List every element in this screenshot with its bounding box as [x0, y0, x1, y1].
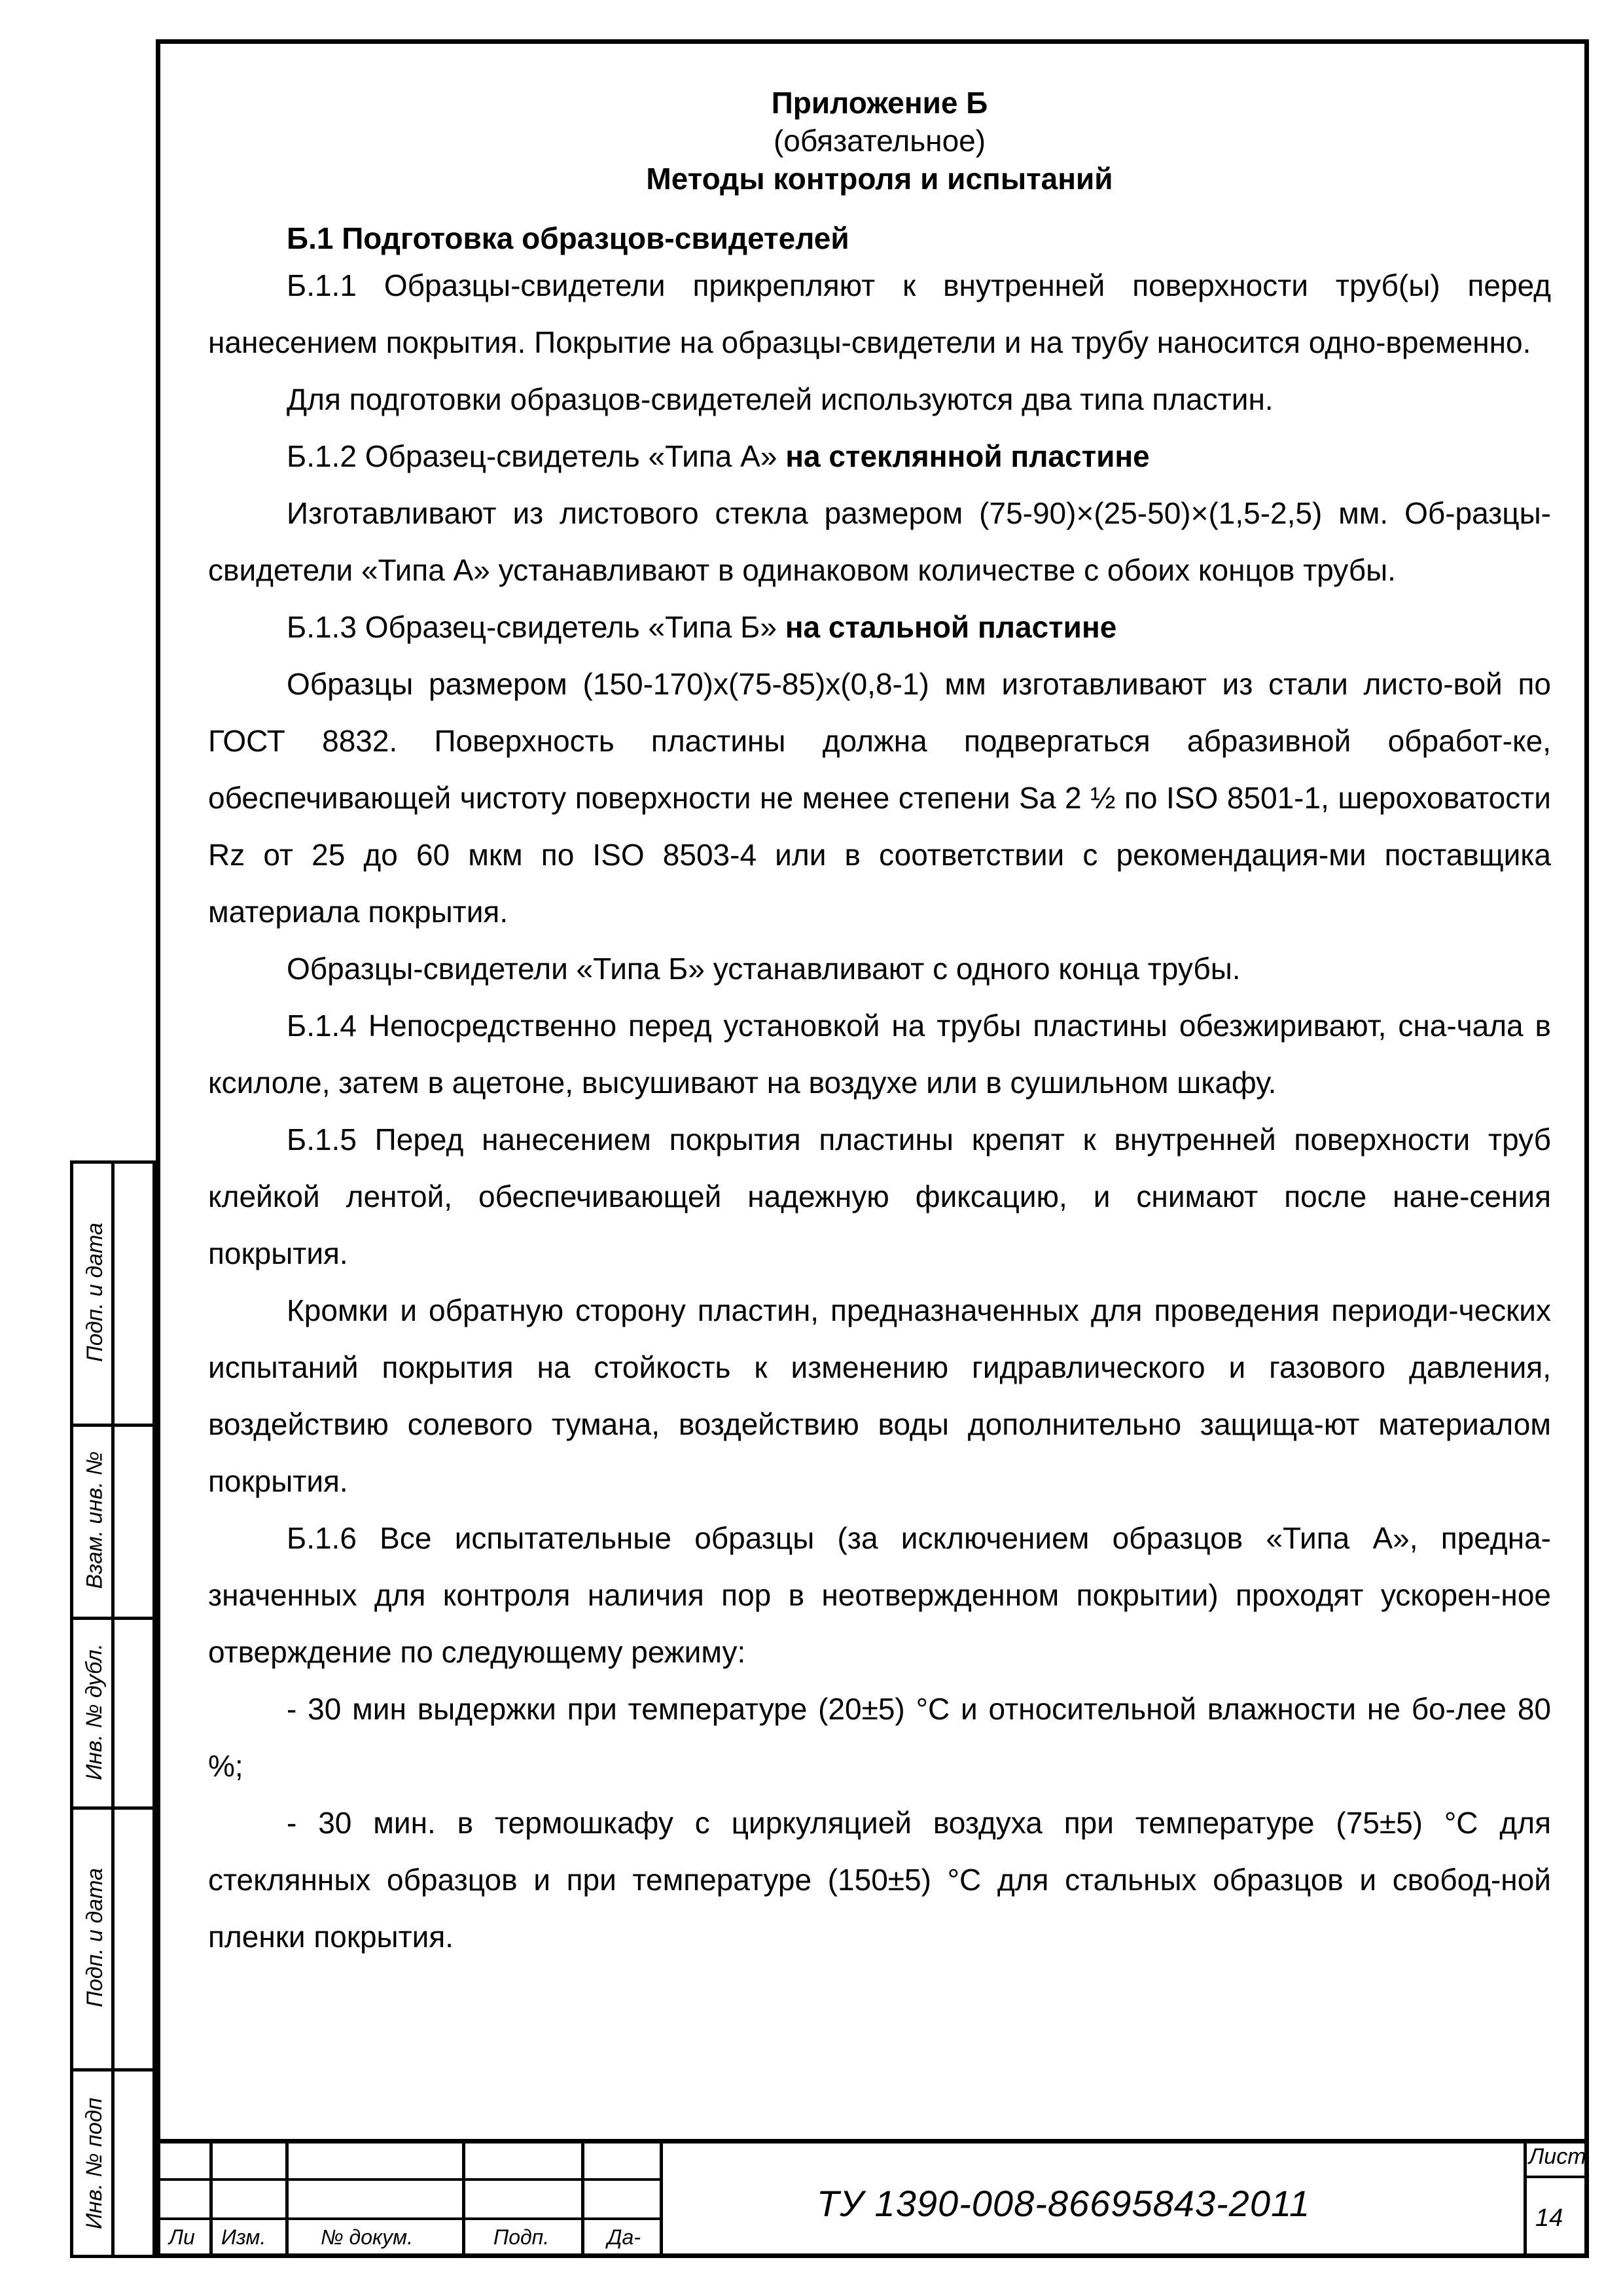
col-date-label: Да- [607, 2225, 641, 2249]
title-block-divider [285, 2139, 289, 2258]
section-title: Б.1 Подготовка образцов-свидетелей [287, 221, 849, 255]
paragraph: - 30 мин. в термошкафу с циркуляцией воздуха при температуре (75±5) °С для стеклянных образцов и при температуре (150±5) °С для стальных образцов и свобод-ной пленки покрытия. [208, 1806, 1551, 1954]
paragraph-bold-text: на стеклянной пластине [785, 439, 1150, 473]
appendix-status: (обязательное) [773, 124, 986, 158]
paragraph: Б.1.6 Все испытательные образцы (за исключением образцов «Типа А», предна-значенных для контроля наличия пор в неотвержденном покрытии) проходят ускорен-ное отверждение по следующему режиму: [208, 1521, 1551, 1669]
paragraph [208, 599, 1551, 656]
paragraph: Б.1.5 Перед нанесением покрытия пластины крепят к внутренней поверхности труб клейкой лентой, обеспечивающей надежную фиксацию, и снимают после нане-сения покрытия. [208, 1122, 1551, 1270]
sheet-cell-line [1524, 2176, 1589, 2178]
col-li-label: Ли [169, 2225, 195, 2249]
paragraph: Образцы-свидетели «Типа Б» устанавливают с одного конца трубы. [287, 952, 1241, 986]
title-block-divider [581, 2139, 584, 2258]
side-label-dup-inv [73, 1617, 116, 1806]
paragraph: Б.1.4 Непосредственно перед установкой на трубы пластины обезжиривают, сна-чала в ксилоле, затем в ацетоне, высушивают на воздухе или в сушильном шкафу. [208, 1009, 1551, 1100]
side-label-text: Инв. № подп [82, 2097, 107, 2229]
document-body [208, 84, 1551, 1965]
paragraph: Изготавливают из листового стекла размером (75-90)×(25-50)×(1,5-2,5) мм. Об-разцы-свидетели «Типа А» устанавливают в одинаковом количестве с обоих концов трубы. [208, 496, 1551, 587]
col-sign-label: Подп. [493, 2225, 550, 2249]
paragraph-text: Б.1.3 Образец-свидетель «Типа Б» [287, 610, 785, 644]
appendix-title: Приложение Б [771, 86, 988, 120]
sheet-number: 14 [1535, 2204, 1563, 2232]
paragraph-bold-text: на стальной пластине [785, 610, 1117, 644]
side-label-sign-date [73, 1160, 116, 1424]
sheet-label: Лист [1529, 2144, 1586, 2169]
title-block-border [156, 2139, 1589, 2144]
title-block-divider [462, 2139, 465, 2258]
document-code: ТУ 1390-008-86695843-2011 [817, 2183, 1311, 2224]
side-label-replace-inv [73, 1424, 116, 1617]
title-block-row-line [156, 2178, 660, 2181]
paragraph: Образцы размером (150-170)х(75-85)х(0,8-1) мм изготавливают из стали листо-вой по ГОСТ 8832. Поверхность пластины должна подвергаться абразивной обработ-ке, обеспечивающей чистоту поверхности не менее степени Sa 2 ½ по ISO 8501-1, шероховатости Rz от 25 до 60 мкм по ISO 8503-4 или в соответствии с рекомендация-ми поставщика материала покрытия. [208, 667, 1551, 929]
title-block [156, 2139, 1589, 2258]
side-label-text: Подп. и дата [82, 1867, 107, 2007]
appendix-subtitle: Методы контроля и испытаний [646, 162, 1113, 196]
col-izm-label: Изм. [221, 2225, 266, 2249]
col-doc-label: № докум. [321, 2225, 413, 2249]
paragraph: Кромки и обратную сторону пластин, предназначенных для проведения периоди-ческих испытаний покрытия на стойкость к изменению гидравлического и газового давления, воздействию солевого тумана, воздействию воды дополнительно защища-ют материалом покрытия. [208, 1293, 1551, 1498]
title-block-divider [209, 2139, 213, 2258]
side-label-sign-date-2 [73, 1806, 116, 2068]
side-label-orig-inv [73, 2068, 116, 2258]
side-label-text: Подп. и дата [82, 1222, 107, 1362]
title-block-row-line [156, 2217, 660, 2220]
title-block-divider [660, 2139, 663, 2258]
paragraph [208, 428, 1551, 485]
paragraph-text: Б.1.2 Образец-свидетель «Типа А» [287, 439, 786, 473]
paragraph: Б.1.1 Образцы-свидетели прикрепляют к внутренней поверхности труб(ы) перед нанесением покрытия. Покрытие на образцы-свидетели и на трубу наносится одно-временно. [208, 268, 1551, 359]
side-label-text: Инв. № дубл. [82, 1643, 107, 1780]
paragraph: Для подготовки образцов-свидетелей используются два типа пластин. [287, 382, 1274, 416]
side-label-text: Взам. инв. № [82, 1451, 107, 1589]
paragraph: - 30 мин выдержки при температуре (20±5) °С и относительной влажности не бо-лее 80 %; [208, 1692, 1551, 1783]
